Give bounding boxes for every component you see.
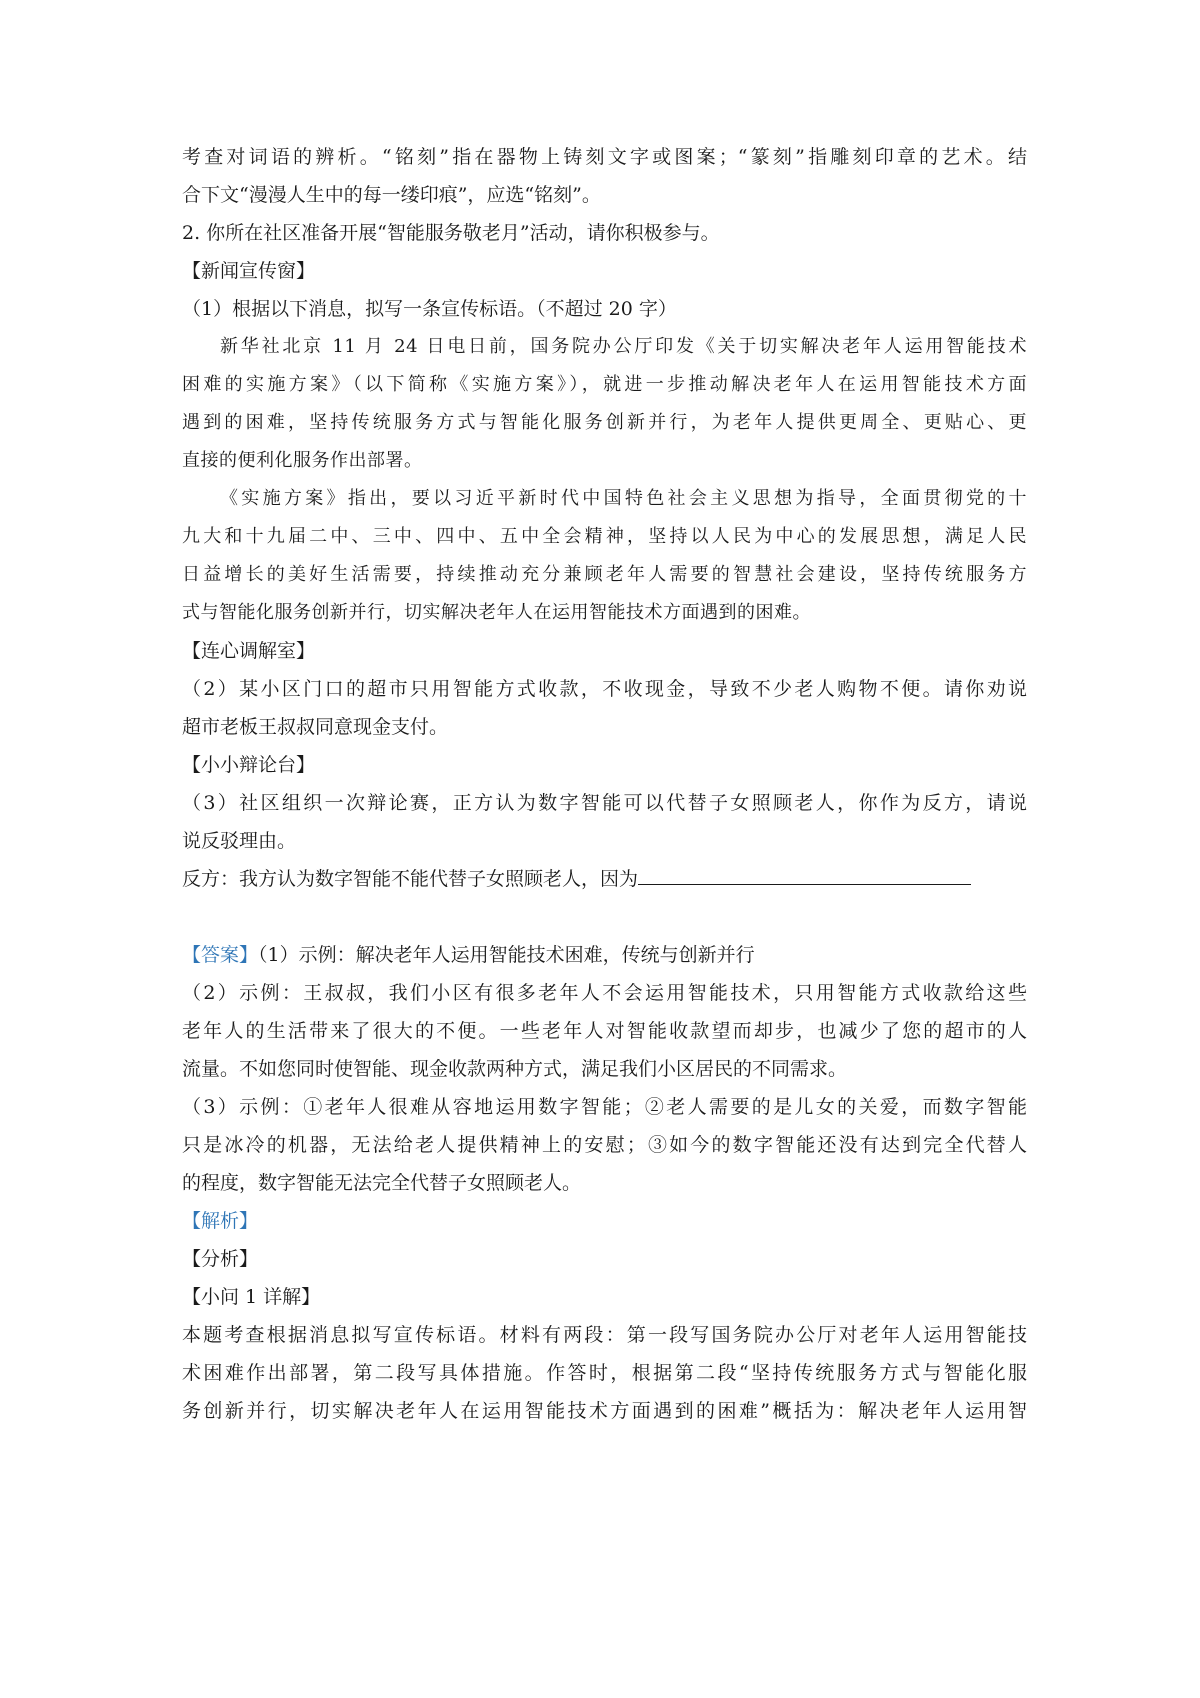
news-paragraph-1-line-2: 困难的实施方案》（以下简称《实施方案》），就进一步推动解决老年人在运用智能技术方面: [182, 374, 1027, 395]
answer-1-text: （1）示例：解决老年人运用智能技术困难，传统与创新并行: [258, 944, 755, 966]
answer-blank-line: [638, 860, 971, 885]
explanation-line-1: 本题考查根据消息拟写宣传标语。材料有两段：第一段写国务院办公厅对老年人运用智能技: [182, 1324, 1027, 1346]
question-2-3-answer-prompt: [182, 860, 1027, 898]
answer-tag: 【答案】: [182, 944, 259, 966]
question-2-2-line-1: （2）某小区门口的超市只用智能方式收款，不收现金，导致不少老人购物不便。请你劝说: [182, 678, 1027, 700]
analysis-header: 【分析】: [182, 1248, 259, 1270]
news-paragraph-2-line-3: 日益增长的美好生活需要，持续推动充分兼顾老年人需要的智慧社会建设，坚持传统服务方: [182, 564, 1027, 585]
news-paragraph-2-line-1: 《实施方案》指出，要以习近平新时代中国特色社会主义思想为指导，全面贯彻党的十: [220, 488, 1027, 509]
question-2-title: 2. 你所在社区准备开展“智能服务敬老月”活动，请你积极参与。: [182, 222, 720, 244]
answer-2-line-1: （2）示例：王叔叔，我们小区有很多老年人不会运用智能技术，只用智能方式收款给这些: [182, 982, 1027, 1004]
answer-2-line-3: 流量。不如您同时使智能、现金收款两种方式，满足我们小区居民的不同需求。: [182, 1058, 848, 1080]
news-paragraph-1-line-3: 遇到的困难，坚持传统服务方式与智能化服务创新并行，为老年人提供更周全、更贴心、更: [182, 412, 1027, 433]
sub-question-1-header: 【小问 1 详解】: [182, 1286, 321, 1308]
answer-1-line: [182, 936, 1027, 974]
intro-line-2: 合下文“漫漫人生中的每一缕印痕”，应选“铭刻”。: [182, 184, 601, 206]
question-2-1: （1）根据以下消息，拟写一条宣传标语。（不超过 20 字）: [182, 298, 677, 320]
news-paragraph-2-line-2: 九大和十九届二中、三中、四中、五中全会精神，坚持以人民为中心的发展思想，满足人民: [182, 526, 1027, 547]
news-paragraph-2-line-4: 式与智能化服务创新并行，切实解决老年人在运用智能技术方面遇到的困难。: [182, 602, 811, 623]
question-2-3-line-1: （3）社区组织一次辩论赛，正方认为数字智能可以代替子女照顾老人，你作为反方，请说: [182, 792, 1027, 814]
answer-3-line-3: 的程度，数字智能无法完全代替子女照顾老人。: [182, 1172, 582, 1194]
answer-3-line-2: 只是冰冷的机器，无法给老人提供精神上的安慰；③如今的数字智能还没有达到完全代替人: [182, 1134, 1027, 1156]
news-paragraph-1-line-4: 直接的便利化服务作出部署。: [182, 450, 423, 471]
analysis-tag: 【解析】: [182, 1210, 259, 1232]
answer-3-line-1: （3）示例：①老年人很难从容地运用数字智能；②老人需要的是儿女的关爱，而数字智能: [182, 1096, 1027, 1118]
question-2-2-line-2: 超市老板王叔叔同意现金支付。: [182, 716, 449, 738]
mediation-section-header: 【连心调解室】: [182, 640, 316, 662]
intro-line-1: 考查对词语的辨析。“铭刻”指在器物上铸刻文字或图案；“篆刻”指雕刻印章的艺术。结: [182, 146, 1027, 168]
question-2-3-prompt-text: 反方：我方认为数字智能不能代替子女照顾老人，因为: [182, 868, 639, 890]
section-gap: [182, 898, 1027, 936]
explanation-line-3: 务创新并行，切实解决老年人在运用智能技术方面遇到的困难”概括为：解决老年人运用智: [182, 1400, 1027, 1422]
question-2-3-line-2: 说反驳理由。: [182, 830, 297, 852]
news-section-header: 【新闻宣传窗】: [182, 260, 316, 282]
answer-2-line-2: 老年人的生活带来了很大的不便。一些老年人对智能收款望而却步，也减少了您的超市的人: [182, 1020, 1027, 1042]
news-paragraph-1-line-1: 新华社北京 11 月 24 日电日前，国务院办公厅印发《关于切实解决老年人运用智能技术: [220, 336, 1027, 357]
debate-section-header: 【小小辩论台】: [182, 754, 316, 776]
explanation-line-2: 术困难作出部署，第二段写具体措施。作答时，根据第二段“坚持传统服务方式与智能化服: [182, 1362, 1027, 1384]
document-page: [182, 138, 1027, 1430]
